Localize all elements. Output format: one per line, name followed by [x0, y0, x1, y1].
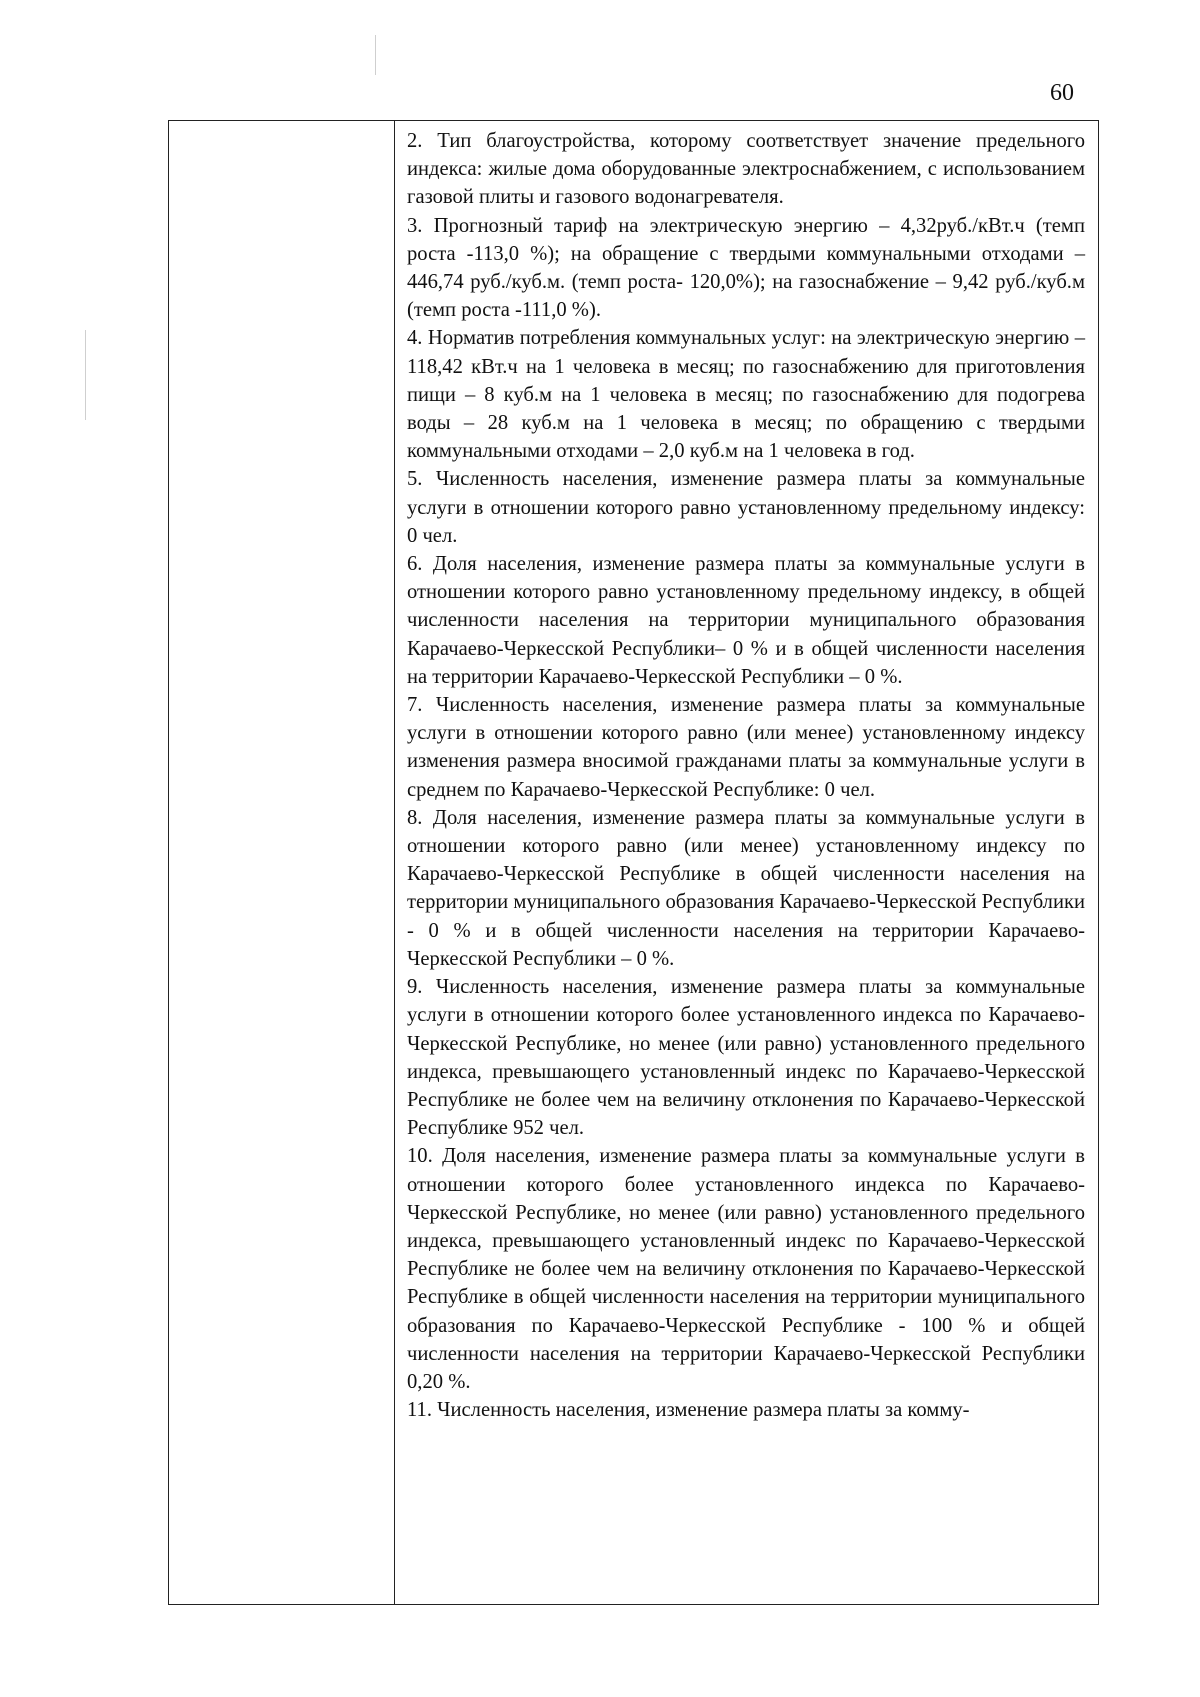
table-right-cell: [395, 121, 1098, 1604]
paragraph-10: 10. Доля населения, изменение размера платы за коммунальные услуги в отношении которого более установленного индекса по Карачаево-Черкесской Республике, но менее (или равно) установленного предельного индекса, превышающего установленный индекс по Карачаево-Черкесской Республике не более чем на величину отклонения по Карачаево-Черкесской Республике в общей численности населения на территории муниципального образования по Карачаево-Черкесской Республике - 100 % и общей численности населения на территории Карачаево-Черкесской Республики 0,20 %.: [407, 1145, 1085, 1393]
paragraph-7: 7. Численность населения, изменение размера платы за коммунальные услуги в отношении которого равно (или менее) установленному индексу изменения размера вносимой гражданами платы за коммунальные услуги в среднем по Карачаево-Черкесской Республике: 0 чел.: [407, 694, 1085, 801]
table-left-cell: [169, 121, 395, 1604]
paragraph-2: 2. Тип благоустройства, которому соответствует значение предельного индекса: жилые дома оборудованные электроснабжением, с использованием газовой плиты и газового водонагревателя.: [407, 130, 1085, 209]
page-number: 60: [1050, 80, 1074, 106]
scan-artifact-line: [85, 330, 86, 420]
paragraph-8: 8. Доля населения, изменение размера платы за коммунальные услуги в отношении которого равно (или менее) установленному индексу по Карачаево-Черкесской Республике в общей численности населения на территории муниципального образования Карачаево-Черкесской Республики - 0 % и в общей численности населения на территории Карачаево-Черкесской Республики – 0 %.: [407, 806, 1085, 970]
paragraph-3: 3. Прогнозный тариф на электрическую энергию – 4,32руб./кВт.ч (темп роста -113,0 %); на обращение с твердыми коммунальными отходами – 446,74 руб./куб.м. (темп роста- 120,0%); на газоснабжение – 9,42 руб./куб.м (темп роста -111,0 %).: [407, 214, 1085, 322]
content-table: [168, 120, 1099, 1605]
paragraph-4: 4. Норматив потребления коммунальных услуг: на электрическую энергию – 118,42 кВт.ч на 1 человека в месяц; по газоснабжению для приготовления пищи – 8 куб.м на 1 человека в месяц; по газоснабжению для подогрева воды – 28 куб.м на 1 человека в месяц; по обращению с твердыми коммунальными отходами – 2,0 куб.м на 1 человека в год.: [407, 327, 1085, 463]
paragraph-9: 9. Численность населения, изменение размера платы за коммунальные услуги в отношении которого более установленного индекса по Карачаево-Черкесской Республике, но менее (или равно) установленного предельного индекса, превышающего установленный индекс по Карачаево-Черкесской Республике не более чем на величину отклонения по Карачаево-Черкесской Республике 952 чел.: [407, 976, 1085, 1140]
scan-artifact-line: [375, 35, 376, 75]
paragraph-6: 6. Доля населения, изменение размера платы за коммунальные услуги в отношении которого равно установленному предельному индексу, в общей численности населения на территории муниципального образования Карачаево-Черкесской Республики– 0 % и в общей численности населения на территории Карачаево-Черкесской Республики – 0 %.: [407, 553, 1085, 688]
paragraph-5: 5. Численность населения, изменение размера платы за коммунальные услуги в отношении которого равно установленному предельному индексу: 0 чел.: [407, 468, 1085, 547]
paragraph-11: 11. Численность населения, изменение размера платы за комму-: [407, 1399, 970, 1422]
